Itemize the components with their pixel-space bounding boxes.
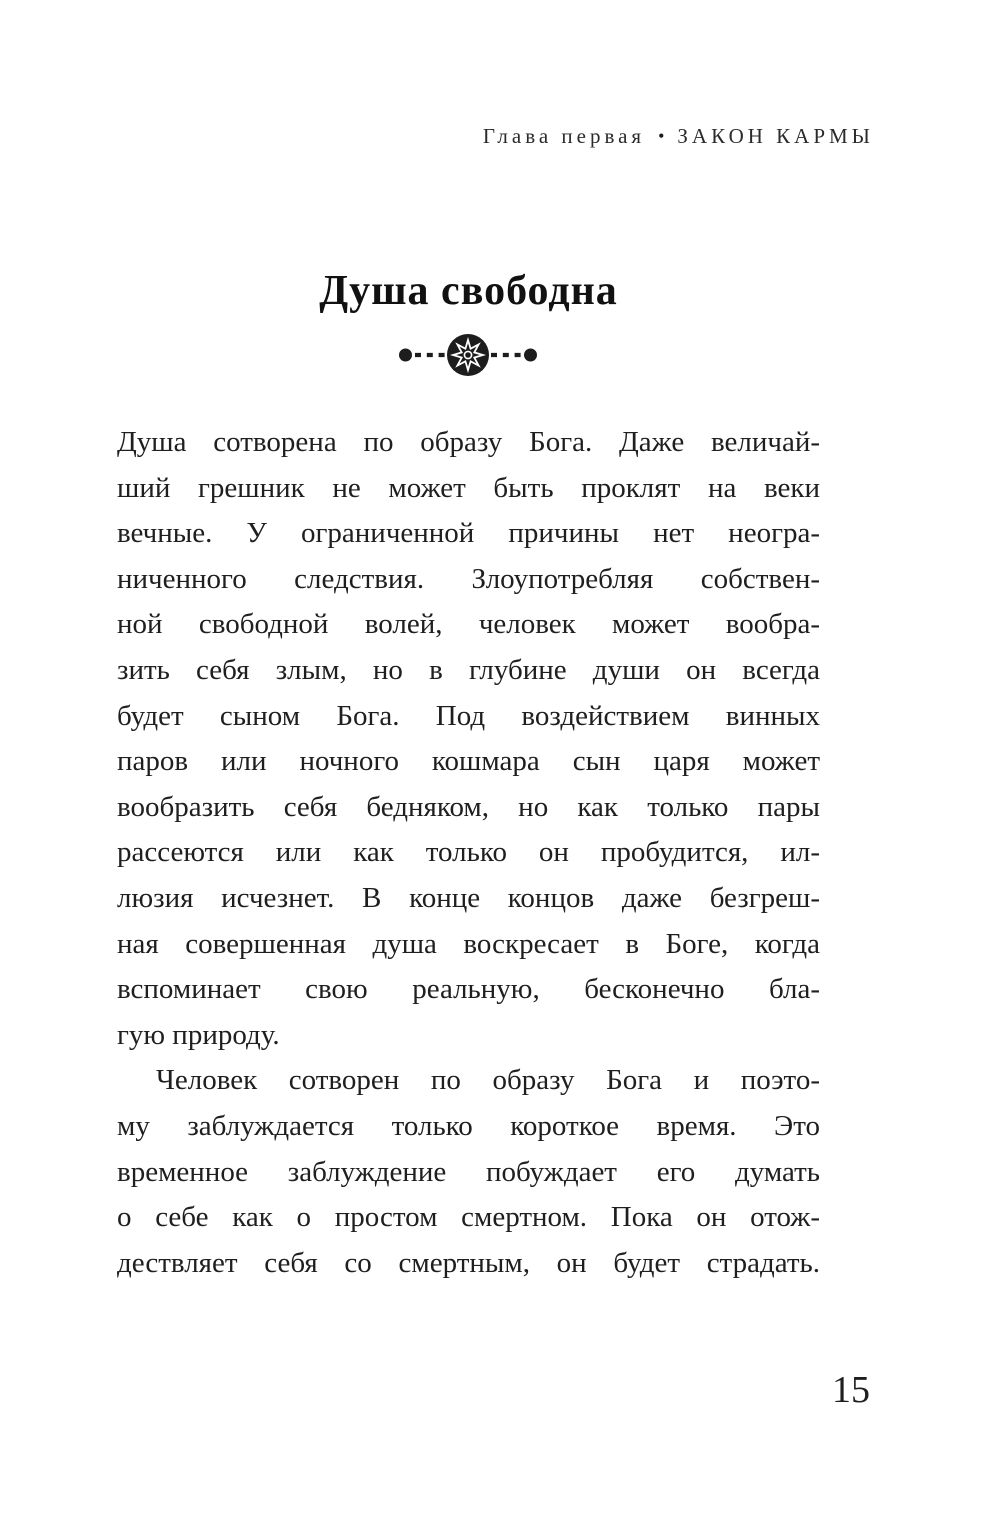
text-line: Душа сотворена по образу Бога. Даже величай- [117,426,820,458]
text-line: паров или ночного кошмара сын царя может [117,745,820,778]
book-title-label: ЗАКОН КАРМЫ [677,124,874,148]
text-line: вечные. У ограниченной причины нет неогра- [117,517,820,550]
body-text [117,420,820,1286]
text-line: ниченного следствия. Злоупотребляя собствен- [117,562,820,595]
text-line: будет сыном Бога. Под воздействием винных [117,699,820,732]
text-line: ший грешник не может быть проклят на веки [117,471,820,504]
chapter-label: Глава первая [482,124,646,148]
chapter-title: Душа свободна [319,268,618,314]
sun-star-ornament-icon [398,331,538,379]
running-head [483,124,874,149]
text-line: вспоминает свою реальную, бесконечно бла- [117,973,820,1006]
text-line: люзия исчезнет. В конце концов даже безгреш- [117,881,820,914]
page-number: 15 [832,1369,870,1411]
text-line: Человек сотворен по образу Бога и поэто- [156,1064,820,1097]
text-line: ная совершенная душа воскресает в Боге, когда [117,927,820,960]
text-line: му заблуждается только короткое время. Это [117,1109,820,1142]
text-line: о себе как о простом смертном. Пока он отож- [117,1201,820,1234]
text-line: рассеются или как только он пробудится, ил- [117,836,820,869]
text-line: ной свободной волей, человек может вообра- [117,608,820,641]
separator-dot-icon: • [658,126,665,146]
text-line: вообразить себя бедняком, но как только пары [117,790,820,823]
text-line: временное заблуждение побуждает его думать [117,1155,820,1188]
text-line: гую природу. [117,1018,280,1051]
text-line: зить себя злым, но в глубине души он всегда [117,653,820,686]
text-line: дествляет себя со смертным, он будет страдать. [117,1246,820,1279]
